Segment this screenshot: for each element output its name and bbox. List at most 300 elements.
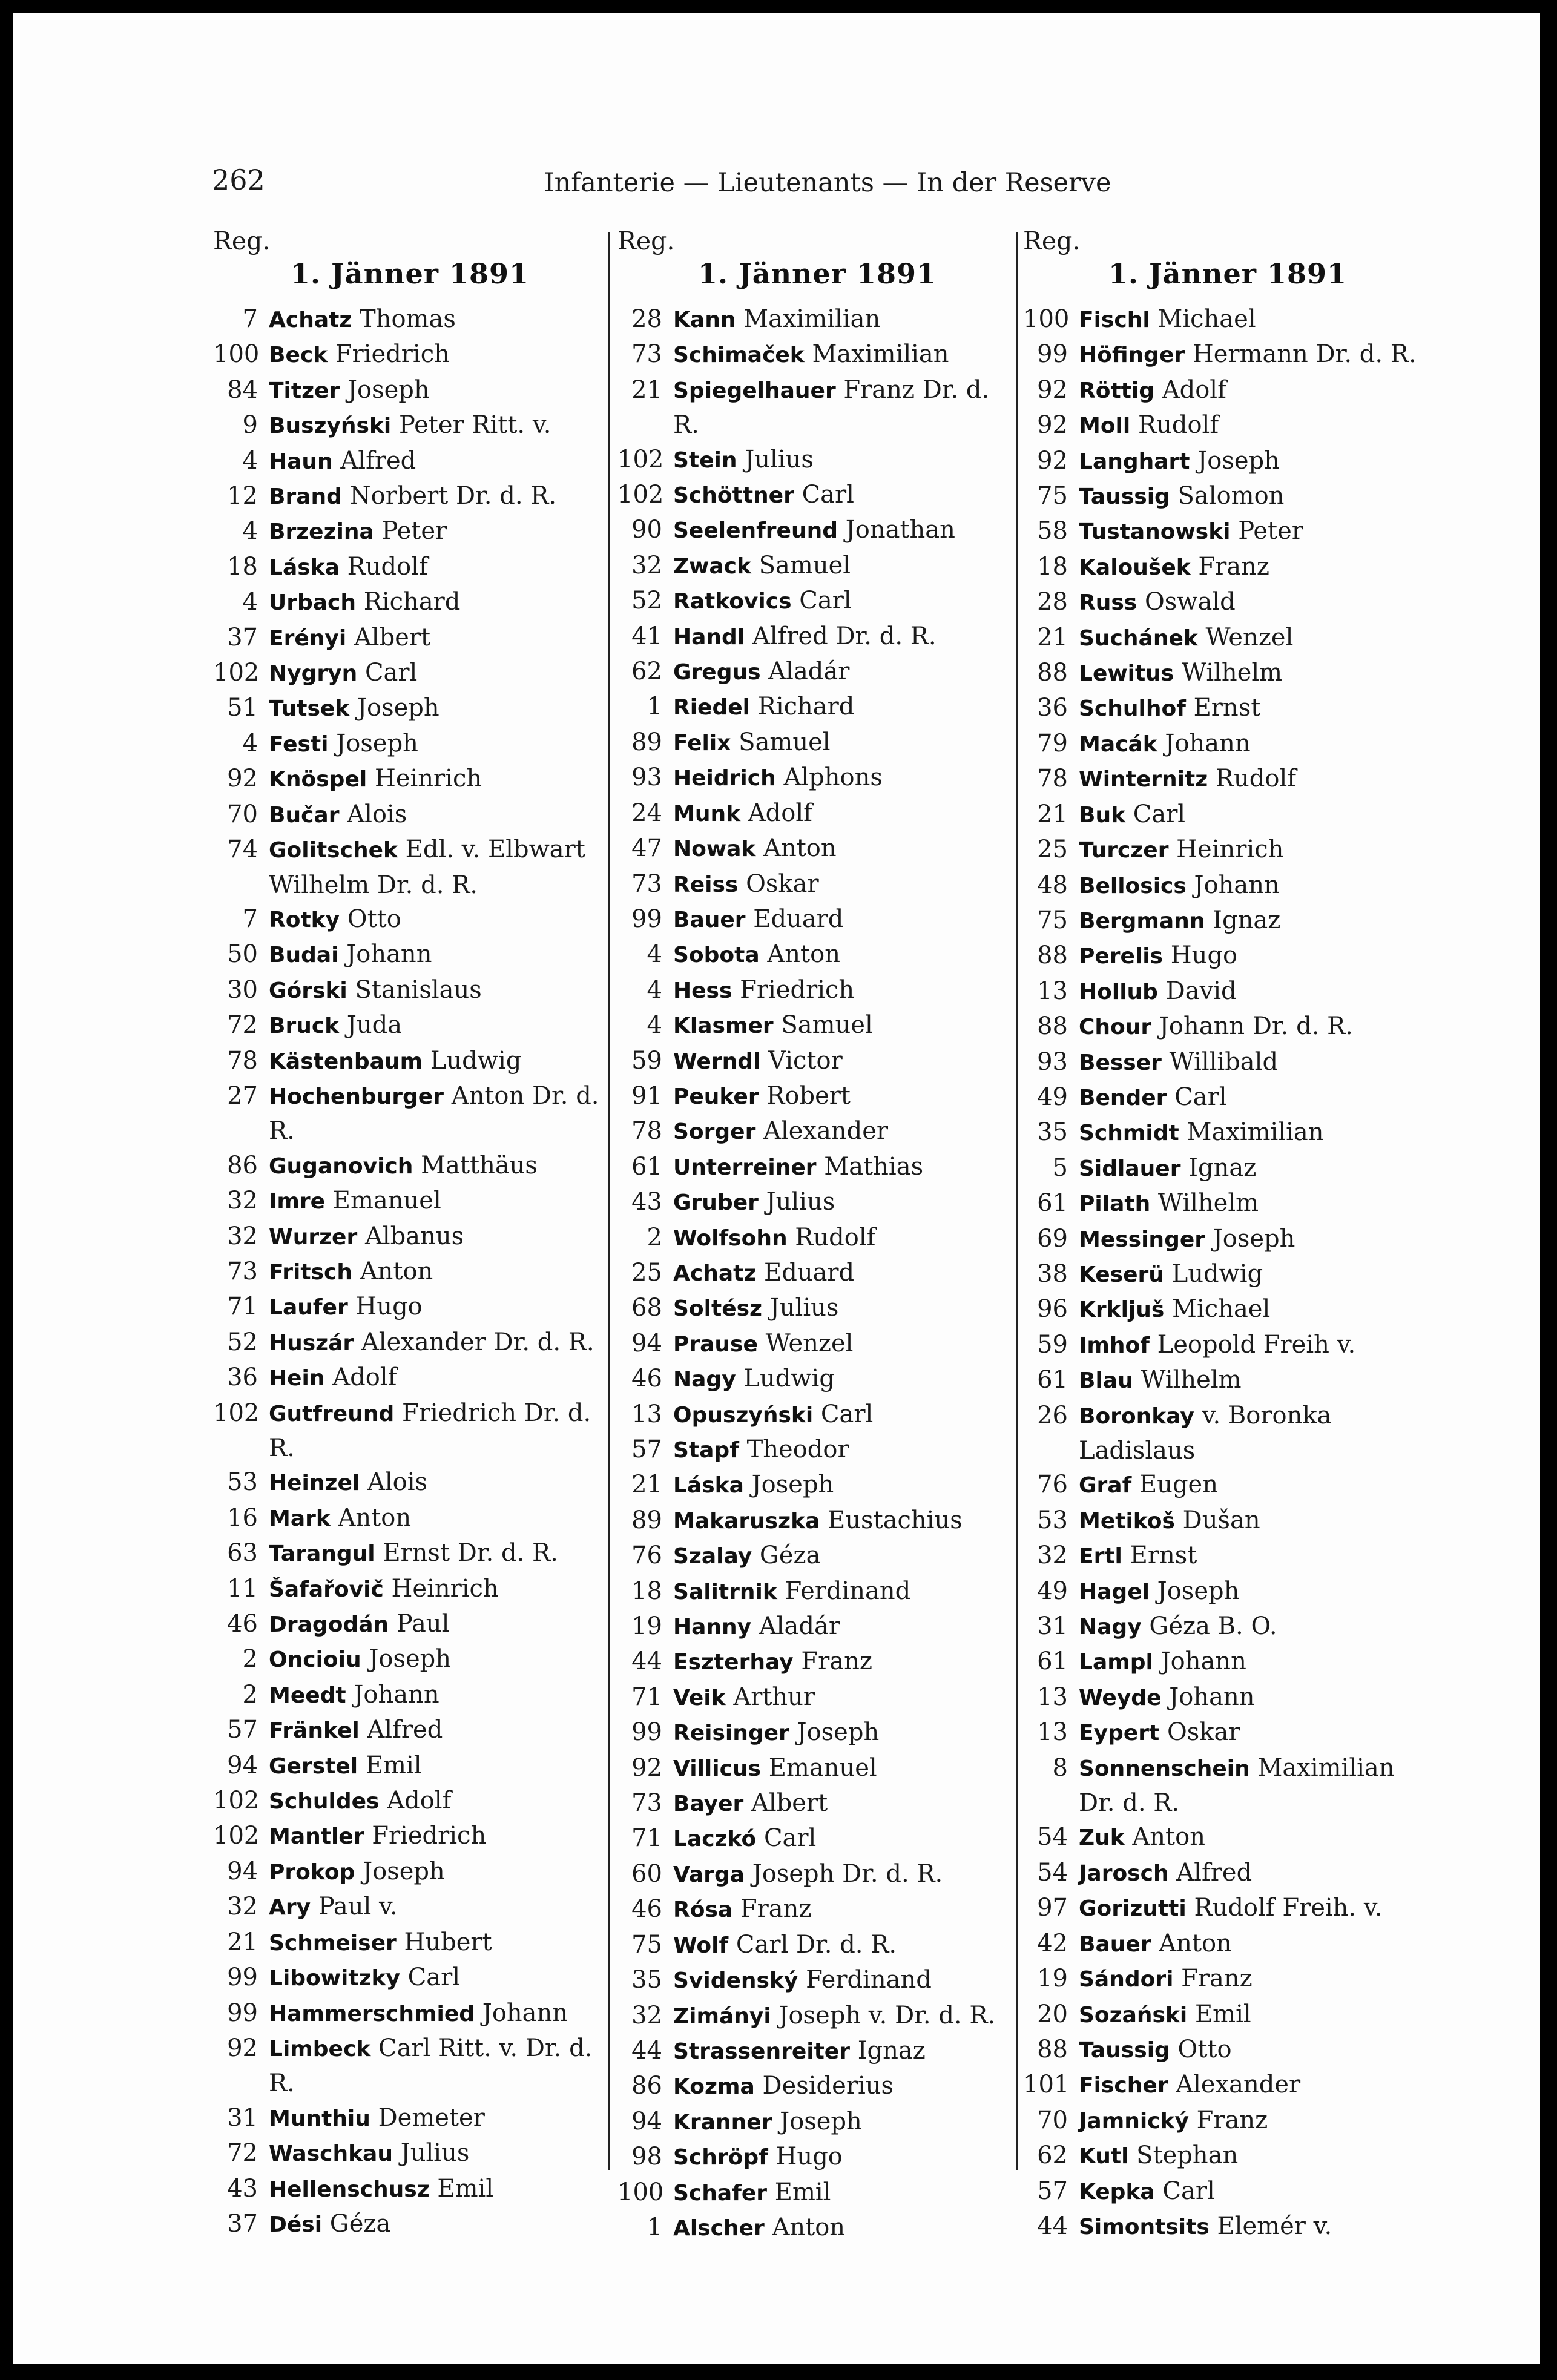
surname: Fritsch (269, 1259, 352, 1285)
list-item (213, 621, 607, 656)
surname: Hochenburger (269, 1084, 444, 1109)
surname: Guganovich (269, 1153, 413, 1179)
regiment-number: 99 (227, 1963, 258, 1992)
given-names: Carl Ritt. v. Dr. d. R. (269, 2034, 593, 2098)
regiment-number: 4 (242, 729, 258, 757)
list-item (617, 1715, 1017, 1750)
list-item (1023, 1363, 1432, 1398)
list-item (1023, 2209, 1432, 2244)
list-item (1023, 621, 1432, 656)
regiment-number: 32 (631, 551, 662, 579)
given-names: Maximilian (743, 305, 881, 333)
list-item (617, 2105, 1017, 2140)
given-names: Franz (1196, 2106, 1268, 2134)
list-item (213, 1079, 607, 1149)
given-names: Oswald (1144, 588, 1236, 616)
given-names: Alfred Dr. d. R. (752, 622, 937, 650)
list-item (213, 1678, 607, 1713)
regiment-number: 53 (227, 1468, 258, 1497)
reg-column-label: Reg. (213, 226, 271, 255)
list-item (1023, 1927, 1432, 1962)
regiment-number: 19 (631, 1612, 662, 1641)
list-item (213, 1184, 607, 1219)
given-names: Albert (751, 1789, 828, 1818)
list-item (1023, 1538, 1432, 1574)
list-item (1023, 797, 1432, 832)
surname: Gregus (673, 660, 761, 685)
surname: Brand (269, 484, 342, 510)
given-names: Carl Dr. d. R. (736, 1930, 897, 1959)
list-item (213, 727, 607, 762)
regiment-number: 73 (631, 1789, 662, 1818)
given-names: Johann (1169, 1683, 1255, 1711)
list-item (617, 1503, 1017, 1538)
regiment-number: 7 (242, 305, 258, 333)
regiment-number: 32 (227, 1222, 258, 1250)
given-names: Stanislaus (355, 975, 482, 1004)
surname: Nygryn (269, 661, 358, 687)
list-item (617, 1256, 1017, 1291)
regiment-number: 4 (242, 446, 258, 475)
regiment-number: 75 (631, 1930, 662, 1959)
list-item (213, 1465, 607, 1500)
surname: Kaloušek (1079, 555, 1191, 580)
regiment-number: 44 (1037, 2212, 1068, 2240)
given-names: Anton (763, 834, 837, 863)
given-names: Hubert (404, 1928, 492, 1956)
column-2 (617, 226, 1017, 2246)
surname: Festi (269, 731, 329, 757)
surname: Macák (1079, 731, 1157, 757)
surname: Svidenský (673, 1968, 798, 1994)
surname: Boronkay (1079, 1403, 1194, 1429)
list-item (213, 1854, 607, 1890)
surname: Besser (1079, 1050, 1162, 1075)
regiment-number: 4 (647, 975, 662, 1004)
surname: Eszterhay (673, 1650, 794, 1675)
surname: Beck (269, 343, 328, 368)
given-names: Norbert Dr. d. R. (349, 482, 557, 510)
surname: Tustanowski (1079, 519, 1231, 545)
surname: Achatz (673, 1261, 757, 1286)
list-item (617, 1150, 1017, 1185)
list-item (1023, 1186, 1432, 1221)
list-item (213, 902, 607, 937)
surname: Hollub (1079, 979, 1158, 1004)
given-names: Adolf (387, 1787, 452, 1815)
regiment-number: 52 (227, 1328, 258, 1356)
surname: Werndl (673, 1049, 761, 1074)
surname: Imre (269, 1189, 326, 1215)
surname: Reiss (673, 872, 739, 897)
given-names: Carl (802, 481, 854, 509)
list-item (1023, 1820, 1432, 1855)
list-item (617, 1397, 1017, 1432)
regiment-number: 73 (631, 869, 662, 898)
given-names: Joseph v. Dr. d. R. (778, 2001, 996, 2029)
surname: Klasmer (673, 1014, 774, 1039)
regiment-number: 43 (631, 1188, 662, 1216)
list-item (1023, 1045, 1432, 1080)
list-item (617, 1185, 1017, 1220)
given-names: Ignaz (1188, 1153, 1257, 1182)
column-1 (213, 226, 607, 2242)
surname: Perelis (1079, 944, 1164, 969)
surname: Lampl (1079, 1650, 1153, 1675)
list-item (213, 1290, 607, 1325)
list-item (1023, 656, 1432, 691)
surname: Riedel (673, 695, 751, 720)
surname: Schafer (673, 2180, 768, 2206)
given-names: Franz (801, 1647, 872, 1676)
regiment-number: 32 (227, 1187, 258, 1215)
given-names: Alexander (1176, 2071, 1301, 2099)
list-item (213, 1642, 607, 1677)
regiment-number: 44 (631, 2036, 662, 2065)
regiment-number: 78 (631, 1117, 662, 1145)
list-item (617, 1538, 1017, 1574)
regiment-number: 38 (1037, 1259, 1068, 1288)
given-names: Rudolf (1215, 765, 1297, 793)
surname: Suchánek (1079, 625, 1198, 651)
list-item (1023, 2174, 1432, 2209)
given-names: Emil (1194, 2000, 1251, 2028)
given-names: Alphons (783, 763, 883, 792)
given-names: Emil (437, 2174, 494, 2203)
given-names: Peter Ritt. v. (398, 411, 551, 440)
list-item (617, 1963, 1017, 1998)
list-item (1023, 1997, 1432, 2032)
regiment-number: 13 (631, 1400, 662, 1428)
surname: Bellosics (1079, 873, 1187, 898)
list-item (213, 1536, 607, 1571)
given-names: Julius (745, 445, 814, 473)
list-item (213, 1008, 607, 1043)
regiment-number: 86 (227, 1151, 258, 1179)
given-names: Wilhelm (1181, 659, 1283, 687)
surname: Szalay (673, 1544, 752, 1569)
regiment-number: 94 (631, 1329, 662, 1357)
regiment-number: 94 (227, 1857, 258, 1885)
list-item (617, 337, 1017, 372)
list-item (617, 513, 1017, 548)
date-heading: 1. Jänner 1891 (1108, 257, 1348, 290)
regiment-number: 88 (1037, 1012, 1068, 1041)
regiment-number: 101 (1023, 2071, 1070, 2099)
list-item (1023, 479, 1432, 514)
given-names: Carl (799, 587, 852, 615)
given-names: Demeter (378, 2103, 485, 2132)
list-item (213, 514, 607, 549)
surname: Brzezina (269, 519, 374, 545)
list-item (617, 373, 1017, 443)
surname: Hellenschusz (269, 2177, 430, 2202)
given-names: Eugen (1139, 1471, 1218, 1499)
list-item (1023, 727, 1432, 762)
regiment-number: 16 (227, 1503, 258, 1532)
regiment-number: 12 (227, 482, 258, 510)
list-item (1023, 408, 1432, 443)
surname: Makaruszka (673, 1508, 820, 1534)
regiment-number: 4 (242, 588, 258, 616)
list-item (1023, 1503, 1432, 1538)
given-names: Emanuel (332, 1187, 441, 1215)
surname: Kranner (673, 2109, 772, 2135)
regiment-number: 21 (1037, 623, 1068, 651)
surname: Heinzel (269, 1471, 360, 1496)
list-item (617, 1892, 1017, 1927)
regiment-number: 94 (631, 2107, 662, 2135)
list-item (1023, 1115, 1432, 1150)
regiment-number: 32 (631, 2001, 662, 2029)
surname: Budai (269, 943, 339, 968)
list-item (213, 479, 607, 514)
regiment-number: 41 (631, 622, 662, 650)
list-item (213, 937, 607, 972)
list-item (1023, 974, 1432, 1009)
list-item (617, 1327, 1017, 1362)
given-names: Joseph (1197, 446, 1280, 475)
given-names: Johann (354, 1680, 439, 1709)
regiment-number: 75 (1037, 906, 1068, 934)
given-names: Stephan (1136, 2141, 1239, 2170)
list-item (617, 1079, 1017, 1114)
regiment-number: 28 (631, 305, 662, 333)
given-names: Joseph (363, 1857, 445, 1885)
regiment-number: 1 (647, 693, 662, 721)
regiment-number: 46 (227, 1610, 258, 1638)
regiment-number: 51 (227, 694, 258, 722)
given-names: Rudolf (347, 552, 428, 581)
given-names: Peter (381, 517, 447, 546)
list-item (617, 937, 1017, 972)
given-names: Theodor (746, 1436, 849, 1463)
given-names: Julius (400, 2139, 470, 2167)
surname: Wurzer (269, 1224, 358, 1250)
regiment-number: 11 (227, 1574, 258, 1603)
regiment-number: 44 (631, 1647, 662, 1676)
regiment-number: 75 (1037, 482, 1068, 510)
list-item (213, 1749, 607, 1784)
list-item (213, 1149, 607, 1184)
running-head: Infanterie — Lieutenants — In der Reserve (544, 168, 1111, 198)
regiment-number: 4 (647, 940, 662, 969)
given-names: Juda (346, 1011, 403, 1040)
list-item (617, 1999, 1017, 2034)
list-item (213, 762, 607, 797)
surname: Langhart (1079, 449, 1190, 474)
given-names: Anton (1159, 1929, 1232, 1957)
list-item (1023, 302, 1432, 337)
surname: Laczkó (673, 1827, 757, 1852)
regiment-number: 2 (242, 1680, 258, 1709)
surname: Erényi (269, 625, 347, 651)
regiment-number: 99 (227, 1999, 258, 2027)
given-names: Carl (820, 1400, 874, 1428)
regiment-number: 96 (1037, 1295, 1068, 1324)
list-item (1023, 1080, 1432, 1115)
regiment-number: 100 (213, 340, 260, 369)
regiment-number: 71 (631, 1824, 662, 1853)
list-item (617, 2069, 1017, 2104)
surname: Kann (673, 308, 736, 332)
surname: Peuker (673, 1084, 759, 1109)
regiment-number: 36 (1037, 694, 1068, 722)
surname: Tutsek (269, 696, 350, 722)
surname: Ary (269, 1895, 311, 1920)
list-item (213, 585, 607, 620)
surname: Láska (673, 1473, 744, 1498)
given-names: Rudolf (795, 1223, 876, 1251)
given-names: Albert (354, 623, 431, 651)
regiment-number: 21 (227, 1928, 258, 1956)
given-names: Ferdinand (806, 1966, 932, 1994)
given-names: Joseph (751, 1471, 834, 1499)
list-item (617, 1574, 1017, 1609)
regiment-number: 35 (631, 1966, 662, 1994)
regiment-number: 99 (1037, 340, 1068, 369)
regiment-number: 49 (1037, 1577, 1068, 1605)
list-item (617, 796, 1017, 831)
surname: Graf (1079, 1473, 1132, 1498)
given-names: Robert (766, 1081, 851, 1110)
surname: Laufer (269, 1295, 348, 1320)
given-names: Joseph (1157, 1577, 1240, 1605)
given-names: Joseph (1213, 1224, 1295, 1253)
surname: Zwack (673, 553, 751, 579)
surname: Bauer (1079, 1931, 1151, 1957)
regiment-number: 78 (1037, 765, 1068, 793)
surname: Schimaček (673, 343, 805, 368)
given-names: Willibald (1169, 1047, 1279, 1076)
list-item (1023, 514, 1432, 549)
surname: Soltész (673, 1296, 763, 1322)
surname: Sonnenschein (1079, 1756, 1250, 1781)
regiment-number: 100 (617, 2178, 664, 2206)
surname: Strassenreiter (673, 2039, 850, 2064)
surname: Šafařovič (269, 1577, 384, 1602)
surname: Jamnický (1079, 2108, 1189, 2134)
surname: Sobota (673, 943, 760, 968)
list-item (617, 1751, 1017, 1786)
surname: Heidrich (673, 766, 776, 791)
regiment-number: 78 (227, 1046, 258, 1075)
list-item (617, 2210, 1017, 2246)
given-names: Friedrich Dr. d. R. (269, 1399, 591, 1462)
surname: Blau (1079, 1368, 1133, 1394)
regiment-number: 62 (631, 658, 662, 686)
column-divider (1016, 232, 1018, 2170)
list-item (1023, 585, 1432, 620)
list-item (617, 1008, 1017, 1043)
list-item (213, 408, 607, 443)
regiment-number: 25 (1037, 836, 1068, 864)
surname: Schröpf (673, 2145, 768, 2171)
regiment-number: 48 (1037, 871, 1068, 899)
surname: Imhof (1079, 1333, 1150, 1358)
regiment-number: 89 (631, 1506, 662, 1534)
given-names: Géza B. O. (1149, 1612, 1277, 1641)
regiment-number: 93 (631, 763, 662, 792)
given-names: Salomon (1177, 482, 1285, 510)
list-item (1023, 1751, 1432, 1821)
surname: Schmidt (1079, 1121, 1179, 1146)
regiment-number: 72 (227, 2139, 258, 2167)
surname: Bauer (673, 907, 746, 932)
given-names: Samuel (739, 728, 831, 756)
surname: Keserü (1079, 1262, 1164, 1287)
given-names: Heinrich (391, 1574, 499, 1603)
list-item (1023, 832, 1432, 868)
surname: Nagy (673, 1367, 736, 1393)
surname: Knöspel (269, 767, 367, 793)
list-item (1023, 903, 1432, 938)
given-names: Joseph (369, 1645, 452, 1673)
surname: Achatz (269, 308, 352, 332)
document-page (13, 13, 1540, 2364)
surname: Sándori (1079, 1967, 1174, 1993)
given-names: Johann (1194, 871, 1280, 899)
given-names: Julius (769, 1294, 839, 1322)
regiment-number: 4 (242, 517, 258, 546)
given-names: Alexander Dr. d. R. (361, 1328, 594, 1356)
list-item (213, 1396, 607, 1466)
list-item (1023, 1680, 1432, 1715)
surname: Höfinger (1079, 343, 1185, 368)
surname: Unterreiner (673, 1155, 817, 1180)
list-item (213, 1325, 607, 1360)
list-item (213, 2207, 607, 2242)
regiment-number: 37 (227, 2209, 258, 2238)
list-item (617, 302, 1017, 337)
surname: Rotky (269, 907, 340, 932)
list-item (213, 1607, 607, 1642)
regiment-number: 59 (1037, 1330, 1068, 1359)
regiment-number: 47 (631, 834, 662, 863)
surname: Gutfreund (269, 1401, 395, 1426)
list-item (1023, 2068, 1432, 2103)
surname: Schuldes (269, 1789, 380, 1815)
regiment-number: 93 (1037, 1047, 1068, 1076)
list-item (213, 302, 607, 337)
list-item (617, 1432, 1017, 1468)
surname: Sorger (673, 1119, 756, 1145)
regiment-number: 61 (1037, 1366, 1068, 1394)
surname: Kozma (673, 2074, 755, 2100)
given-names: Adolf (1162, 375, 1226, 404)
regiment-number: 54 (1037, 1823, 1068, 1851)
regiment-number: 102 (617, 481, 664, 509)
regiment-number: 19 (1037, 1965, 1068, 1993)
surname: Golitschek (269, 838, 398, 863)
surname: Prokop (269, 1859, 355, 1885)
surname: Reisinger (673, 1721, 789, 1746)
given-names: Emil (774, 2178, 831, 2206)
list-item (213, 1360, 607, 1396)
regiment-number: 84 (227, 375, 258, 404)
surname: Libowitzky (269, 1966, 400, 1991)
given-names: Richard (363, 588, 461, 616)
list-item (617, 1644, 1017, 1680)
surname: Opuszyński (673, 1402, 814, 1428)
given-names: Wilhelm (1141, 1366, 1242, 1394)
list-item (617, 443, 1017, 478)
regiment-number: 70 (227, 800, 258, 828)
surname: Tarangul (269, 1541, 375, 1567)
list-item (1023, 2103, 1432, 2138)
surname: Meedt (269, 1683, 346, 1708)
regiment-number: 13 (1037, 1683, 1068, 1711)
